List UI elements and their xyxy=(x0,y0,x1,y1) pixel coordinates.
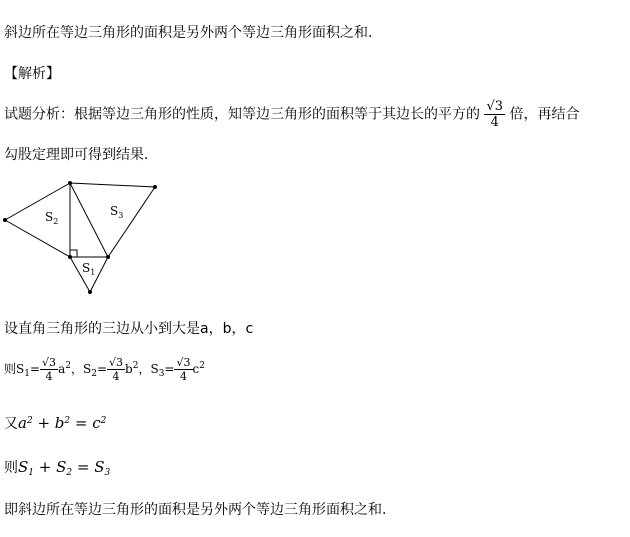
s1-denominator: 4 xyxy=(45,370,53,383)
s3-edge-top xyxy=(70,183,155,187)
analysis-paragraph-line2: 勾股定理即可得到结果． xyxy=(4,147,158,163)
vertex-bottom xyxy=(88,290,92,294)
s1-equals: = xyxy=(29,362,41,376)
eq1-b-exp: 2 xyxy=(64,416,71,426)
s3-symbol: S xyxy=(150,362,159,376)
s1-numerator: √3 xyxy=(42,356,57,369)
eq2-s2: S xyxy=(56,458,67,476)
formula-separator-2: ， xyxy=(138,362,151,376)
pythagorean-equation xyxy=(4,413,106,433)
vertex-bottom-right xyxy=(106,255,110,259)
equation2-body xyxy=(18,458,110,476)
fraction-denominator: 4 xyxy=(490,115,499,130)
s1-variable: a xyxy=(58,362,66,376)
s2-numerator: √3 xyxy=(109,356,124,369)
s3-denominator: 4 xyxy=(179,370,187,383)
eq2-plus: + xyxy=(34,458,57,476)
eq2-sub1: 1 xyxy=(28,468,35,478)
eq1-equals: = xyxy=(70,414,93,432)
hypotenuse-c xyxy=(70,183,108,257)
area-sum-equation xyxy=(4,457,110,478)
s2-equals: = xyxy=(96,362,107,376)
s1-subscript: 1 xyxy=(24,369,30,379)
area-formulas xyxy=(4,357,205,382)
s2-edge-bottom xyxy=(5,220,70,257)
setup-text: 设直角三角形的三边从小到大是a，b，c xyxy=(4,321,254,337)
vertex-left xyxy=(3,218,7,222)
analysis-paragraph-line1 xyxy=(4,100,579,129)
vertex-far-right xyxy=(153,185,157,189)
eq1-a: a xyxy=(18,414,27,432)
formula-prefix: 则 xyxy=(4,362,17,376)
s2-exponent: 2 xyxy=(132,361,139,371)
equation1-prefix: 又 xyxy=(4,416,18,432)
s3-subscript: 3 xyxy=(158,369,165,379)
equation1-body xyxy=(18,414,106,432)
s1-symbol: S xyxy=(16,362,25,376)
analysis-text-part2: 倍，再结合 xyxy=(509,106,580,123)
formula-separator-1: ， xyxy=(70,362,83,376)
s2-variable: b xyxy=(125,362,133,376)
s2-symbol: S xyxy=(82,362,92,376)
eq2-s1: S xyxy=(18,458,29,476)
s2-fraction xyxy=(107,357,125,382)
eq1-c-exp: 2 xyxy=(100,416,107,426)
s2-denominator: 4 xyxy=(112,370,120,383)
eq1-b: b xyxy=(54,414,65,432)
eq2-equals: = xyxy=(72,458,95,476)
equation2-prefix: 则 xyxy=(4,460,18,476)
s3-exponent: 2 xyxy=(199,361,205,371)
eq2-sub3: 3 xyxy=(104,468,111,478)
s2-subscript: 2 xyxy=(91,369,97,379)
s2-edge-top xyxy=(5,183,70,220)
s1-fraction xyxy=(40,357,58,382)
label-s1: $S_1$ xyxy=(82,261,96,277)
analysis-text-part1: 试题分析：根据等边三角形的性质，知等边三角形的面积等于其边长的平方的 xyxy=(4,106,480,123)
triangle-diagram xyxy=(0,175,170,300)
conclusion-text: 即斜边所在等边三角形的面积是另外两个等边三角形面积之和. xyxy=(4,502,387,518)
sqrt3-over-4-fraction xyxy=(484,100,505,129)
eq2-s3: S xyxy=(94,458,105,476)
vertex-right-angle xyxy=(68,255,72,259)
vertex-top xyxy=(68,181,72,185)
s3-fraction xyxy=(174,357,192,382)
eq1-a-exp: 2 xyxy=(26,416,33,426)
eq1-plus: + xyxy=(32,414,55,432)
eq2-sub2: 2 xyxy=(66,468,73,478)
label-s3: $S_3$ xyxy=(110,204,124,220)
analysis-heading: 【解析】 xyxy=(4,66,60,82)
s1-exponent: 2 xyxy=(65,361,71,371)
fraction-numerator: √3 xyxy=(486,99,504,114)
s3-equals: = xyxy=(164,362,175,376)
s3-edge-right xyxy=(108,187,155,257)
statement-text: 斜边所在等边三角形的面积是另外两个等边三角形面积之和. xyxy=(4,25,373,41)
eq1-c: c xyxy=(92,414,101,432)
s3-numerator: √3 xyxy=(176,356,191,369)
label-s2: $S_2$ xyxy=(45,210,59,226)
s3-variable: c xyxy=(192,362,200,376)
